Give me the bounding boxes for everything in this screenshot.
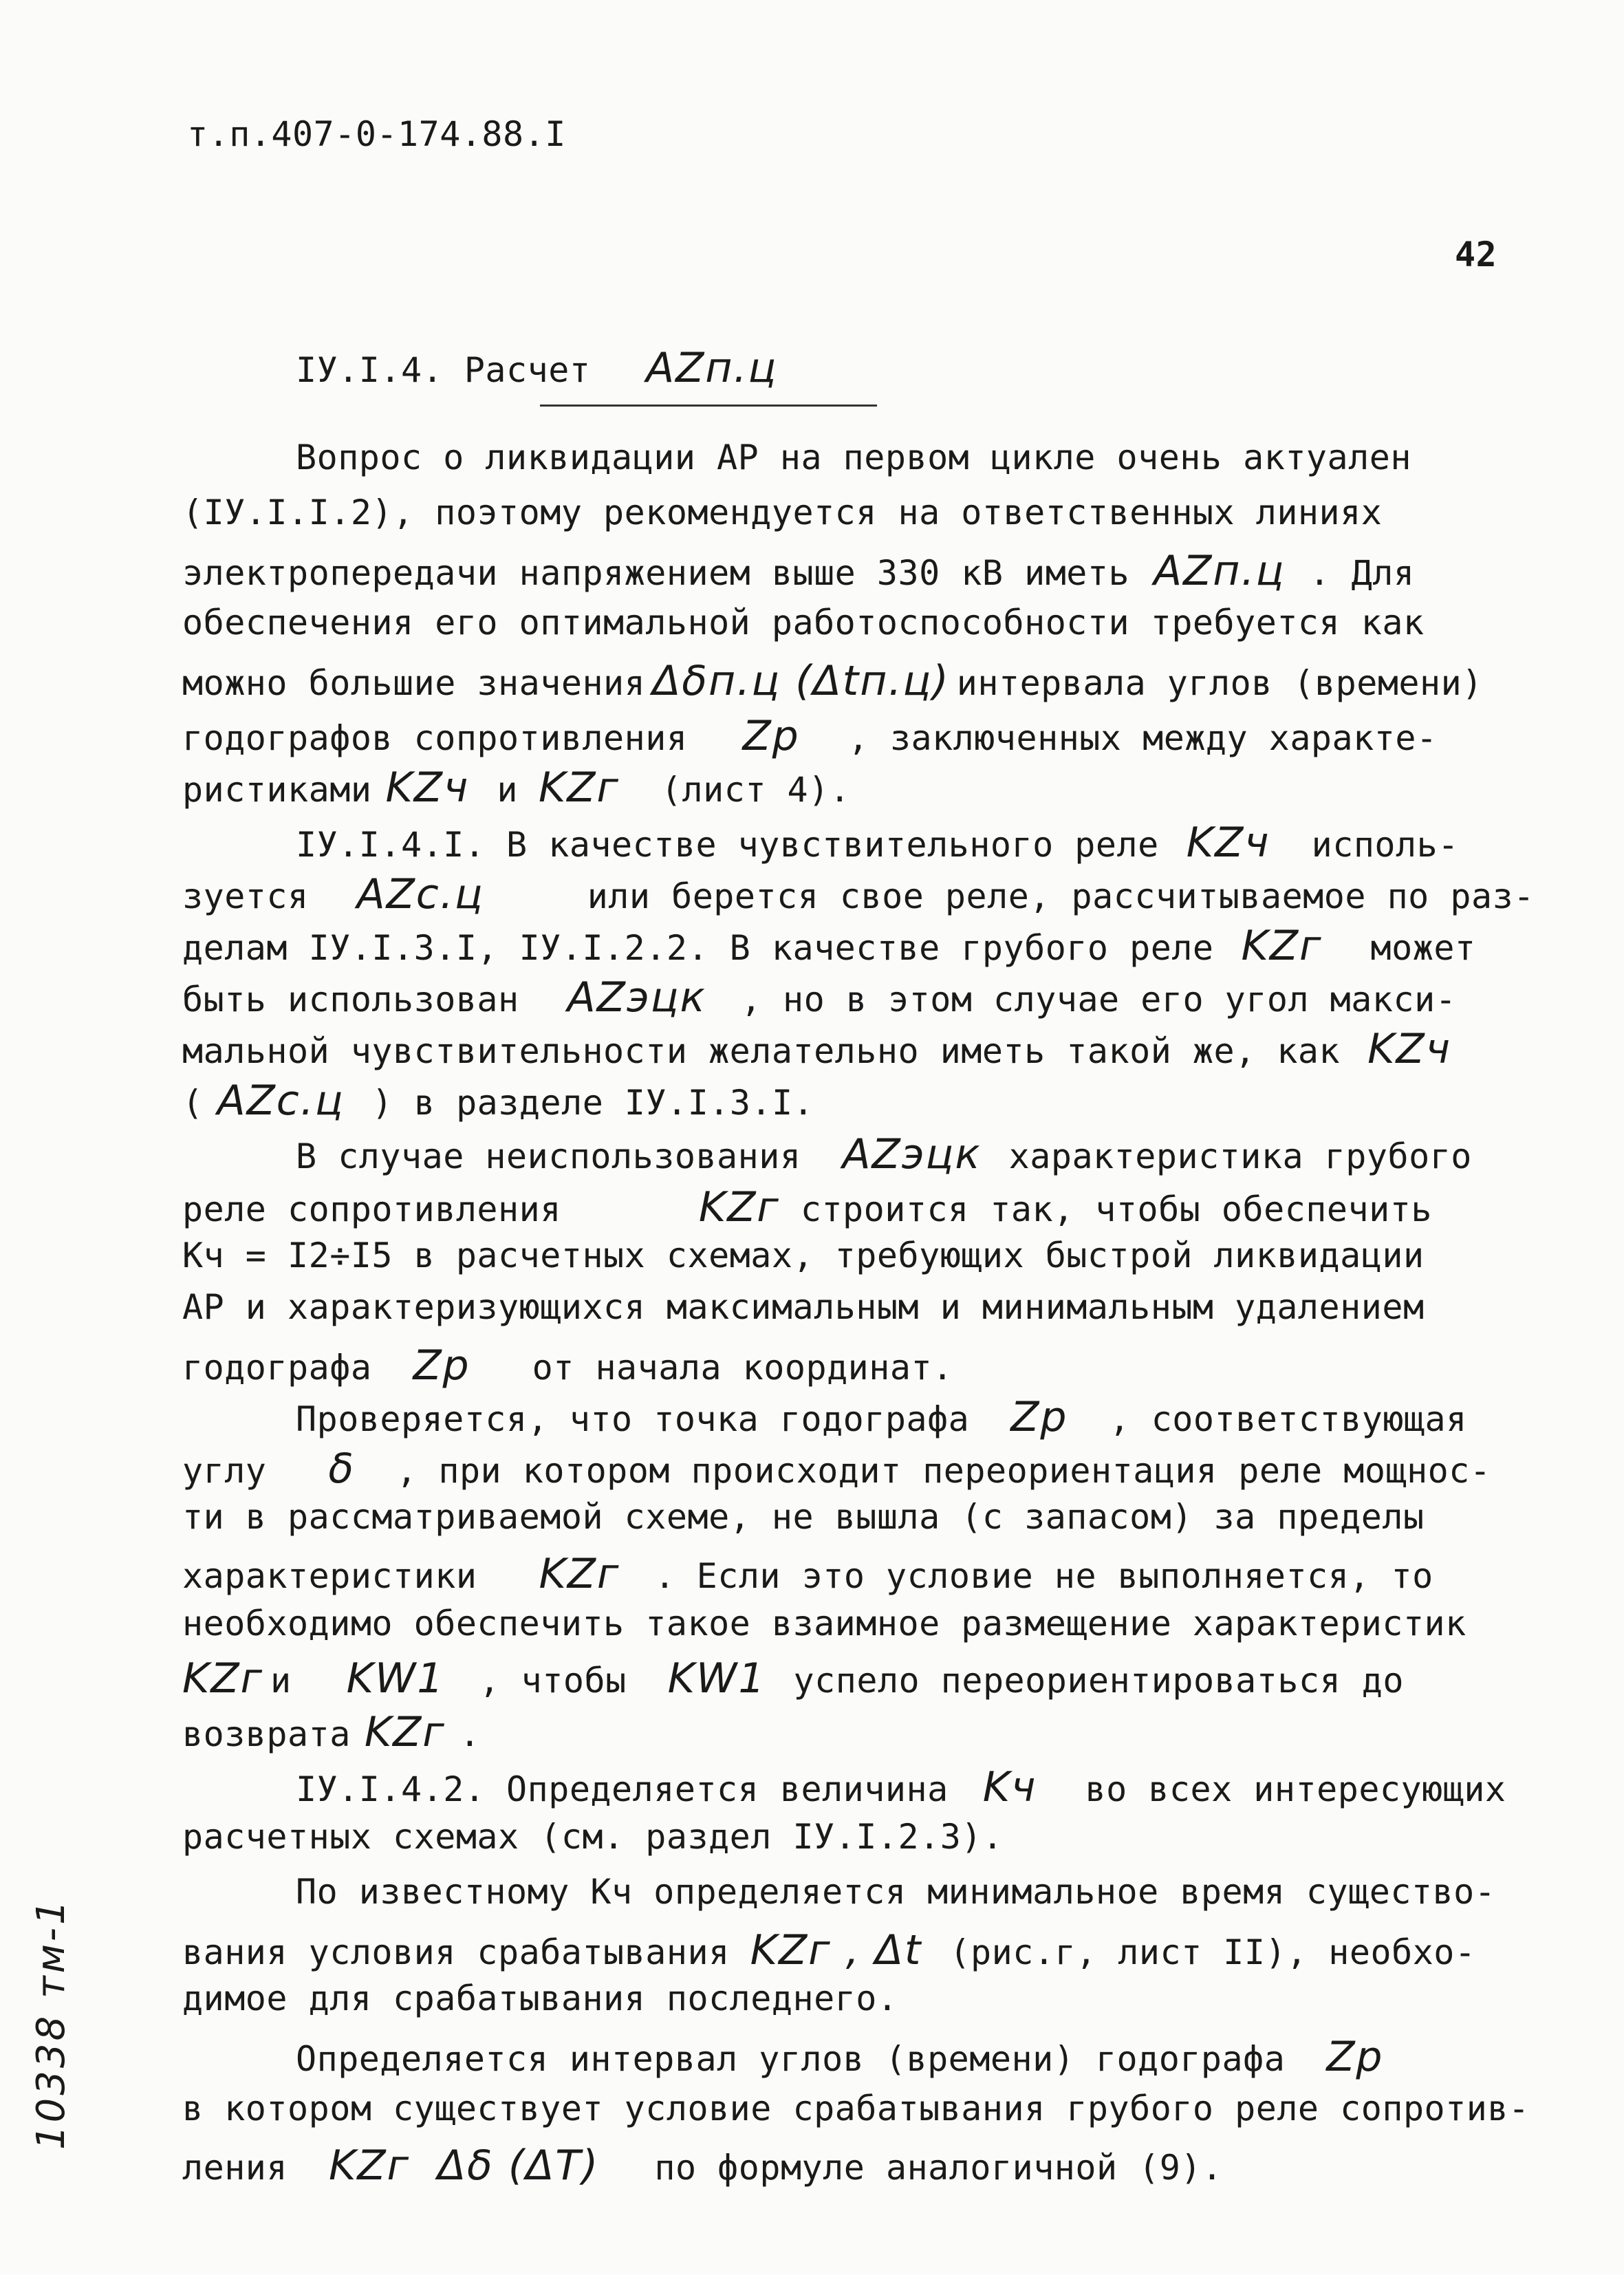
- section-number: IУ.I.4.: [296, 350, 444, 390]
- margin-note: 10338 тм-1: [29, 1897, 74, 2150]
- text-line: IУ.I.4.2. Определяется величина Kч во всех интересующих: [296, 1763, 1506, 1811]
- text-line: В случае неиспользования AZэцк характеристика грубого: [296, 1130, 1472, 1178]
- text-line: зуется AZс.ц или берется свое реле, рассчитываемое по раз-: [182, 870, 1535, 918]
- text-line: ти в рассматриваемой схеме, не вышла (с запасом) за пределы: [182, 1497, 1425, 1537]
- text-line: электропередачи напряжением выше 330 кВ иметь AZп.ц . Для: [182, 547, 1415, 595]
- text-line: Вопрос о ликвидации АР на первом цикле очень актуален: [296, 438, 1411, 477]
- text-line: димое для срабатывания последнего.: [182, 1979, 898, 2018]
- text-line: KZг и KW1 , чтобы KW1 успело переориентироваться до: [182, 1654, 1405, 1703]
- text-line: делам IУ.I.3.I, IУ.I.2.2. В качестве грубого реле KZг может: [182, 922, 1476, 970]
- section-heading: [296, 344, 778, 392]
- text-line: быть использован AZэцк , но в этом случае его угол макси-: [182, 973, 1457, 1022]
- text-line: годографа Zр от начала координат.: [182, 1341, 953, 1390]
- text-line: реле сопротивления KZг строится так, чтобы обеспечить: [182, 1183, 1432, 1231]
- text-line: ления KZг Δδ (ΔT) по формуле аналогичной (9).: [182, 2142, 1223, 2190]
- text-line: IУ.I.4.I. В качестве чувствительного реле KZч исполь-: [296, 819, 1459, 867]
- text-line: ристиками KZч и KZг (лист 4).: [182, 764, 851, 812]
- text-line: возврата KZг .: [182, 1708, 481, 1756]
- section-title: Расчет: [464, 350, 591, 390]
- text-line: По известному Кч определяется минимальное время существо-: [296, 1872, 1496, 1912]
- page-number: 42: [1455, 235, 1497, 274]
- text-line: характеристики KZг . Если это условие не выполняется, то: [182, 1550, 1433, 1598]
- section-title-symbol: AZп.ц: [646, 344, 778, 392]
- text-line: АР и характеризующихся максимальным и минимальным удалением: [182, 1287, 1425, 1327]
- text-line: (IУ.I.I.2), поэтому рекомендуется на ответственных линиях: [182, 493, 1383, 532]
- text-line: расчетных схемах (см. раздел IУ.I.2.3).: [182, 1817, 1004, 1857]
- text-line: Проверяется, что точка годографа Zр , соответствующая: [296, 1393, 1467, 1441]
- heading-underline: [540, 405, 877, 407]
- text-line: вания условия срабатывания KZг , Δt (рис.г, лист II), необхо-: [182, 1926, 1476, 1974]
- text-line: в котором существует условие срабатывания грубого реле сопротив-: [182, 2089, 1530, 2128]
- text-line: ( AZс.ц ) в разделе IУ.I.3.I.: [182, 1077, 814, 1125]
- text-line: необходимо обеспечить такое взаимное размещение характеристик: [182, 1604, 1466, 1643]
- text-line: Определяется интервал углов (времени) годографа Zр: [296, 2033, 1384, 2081]
- text-line: обеспечения его оптимальной работоспособности требуется как: [182, 603, 1425, 643]
- text-line: годографов сопротивления Zр , заключенных между характе-: [182, 712, 1438, 760]
- document-code: т.п.407-0-174.88.I: [187, 114, 566, 154]
- text-line: можно большие значения Δδп.ц (Δtп.ц) интервала углов (времени): [182, 657, 1483, 705]
- text-line: мальной чувствительности желательно иметь такой же, как KZч: [182, 1025, 1452, 1073]
- text-line: Кч = I2÷I5 в расчетных схемах, требующих быстрой ликвидации: [182, 1236, 1425, 1275]
- text-line: углу δ , при котором происходит переориентация реле мощнос-: [182, 1445, 1491, 1493]
